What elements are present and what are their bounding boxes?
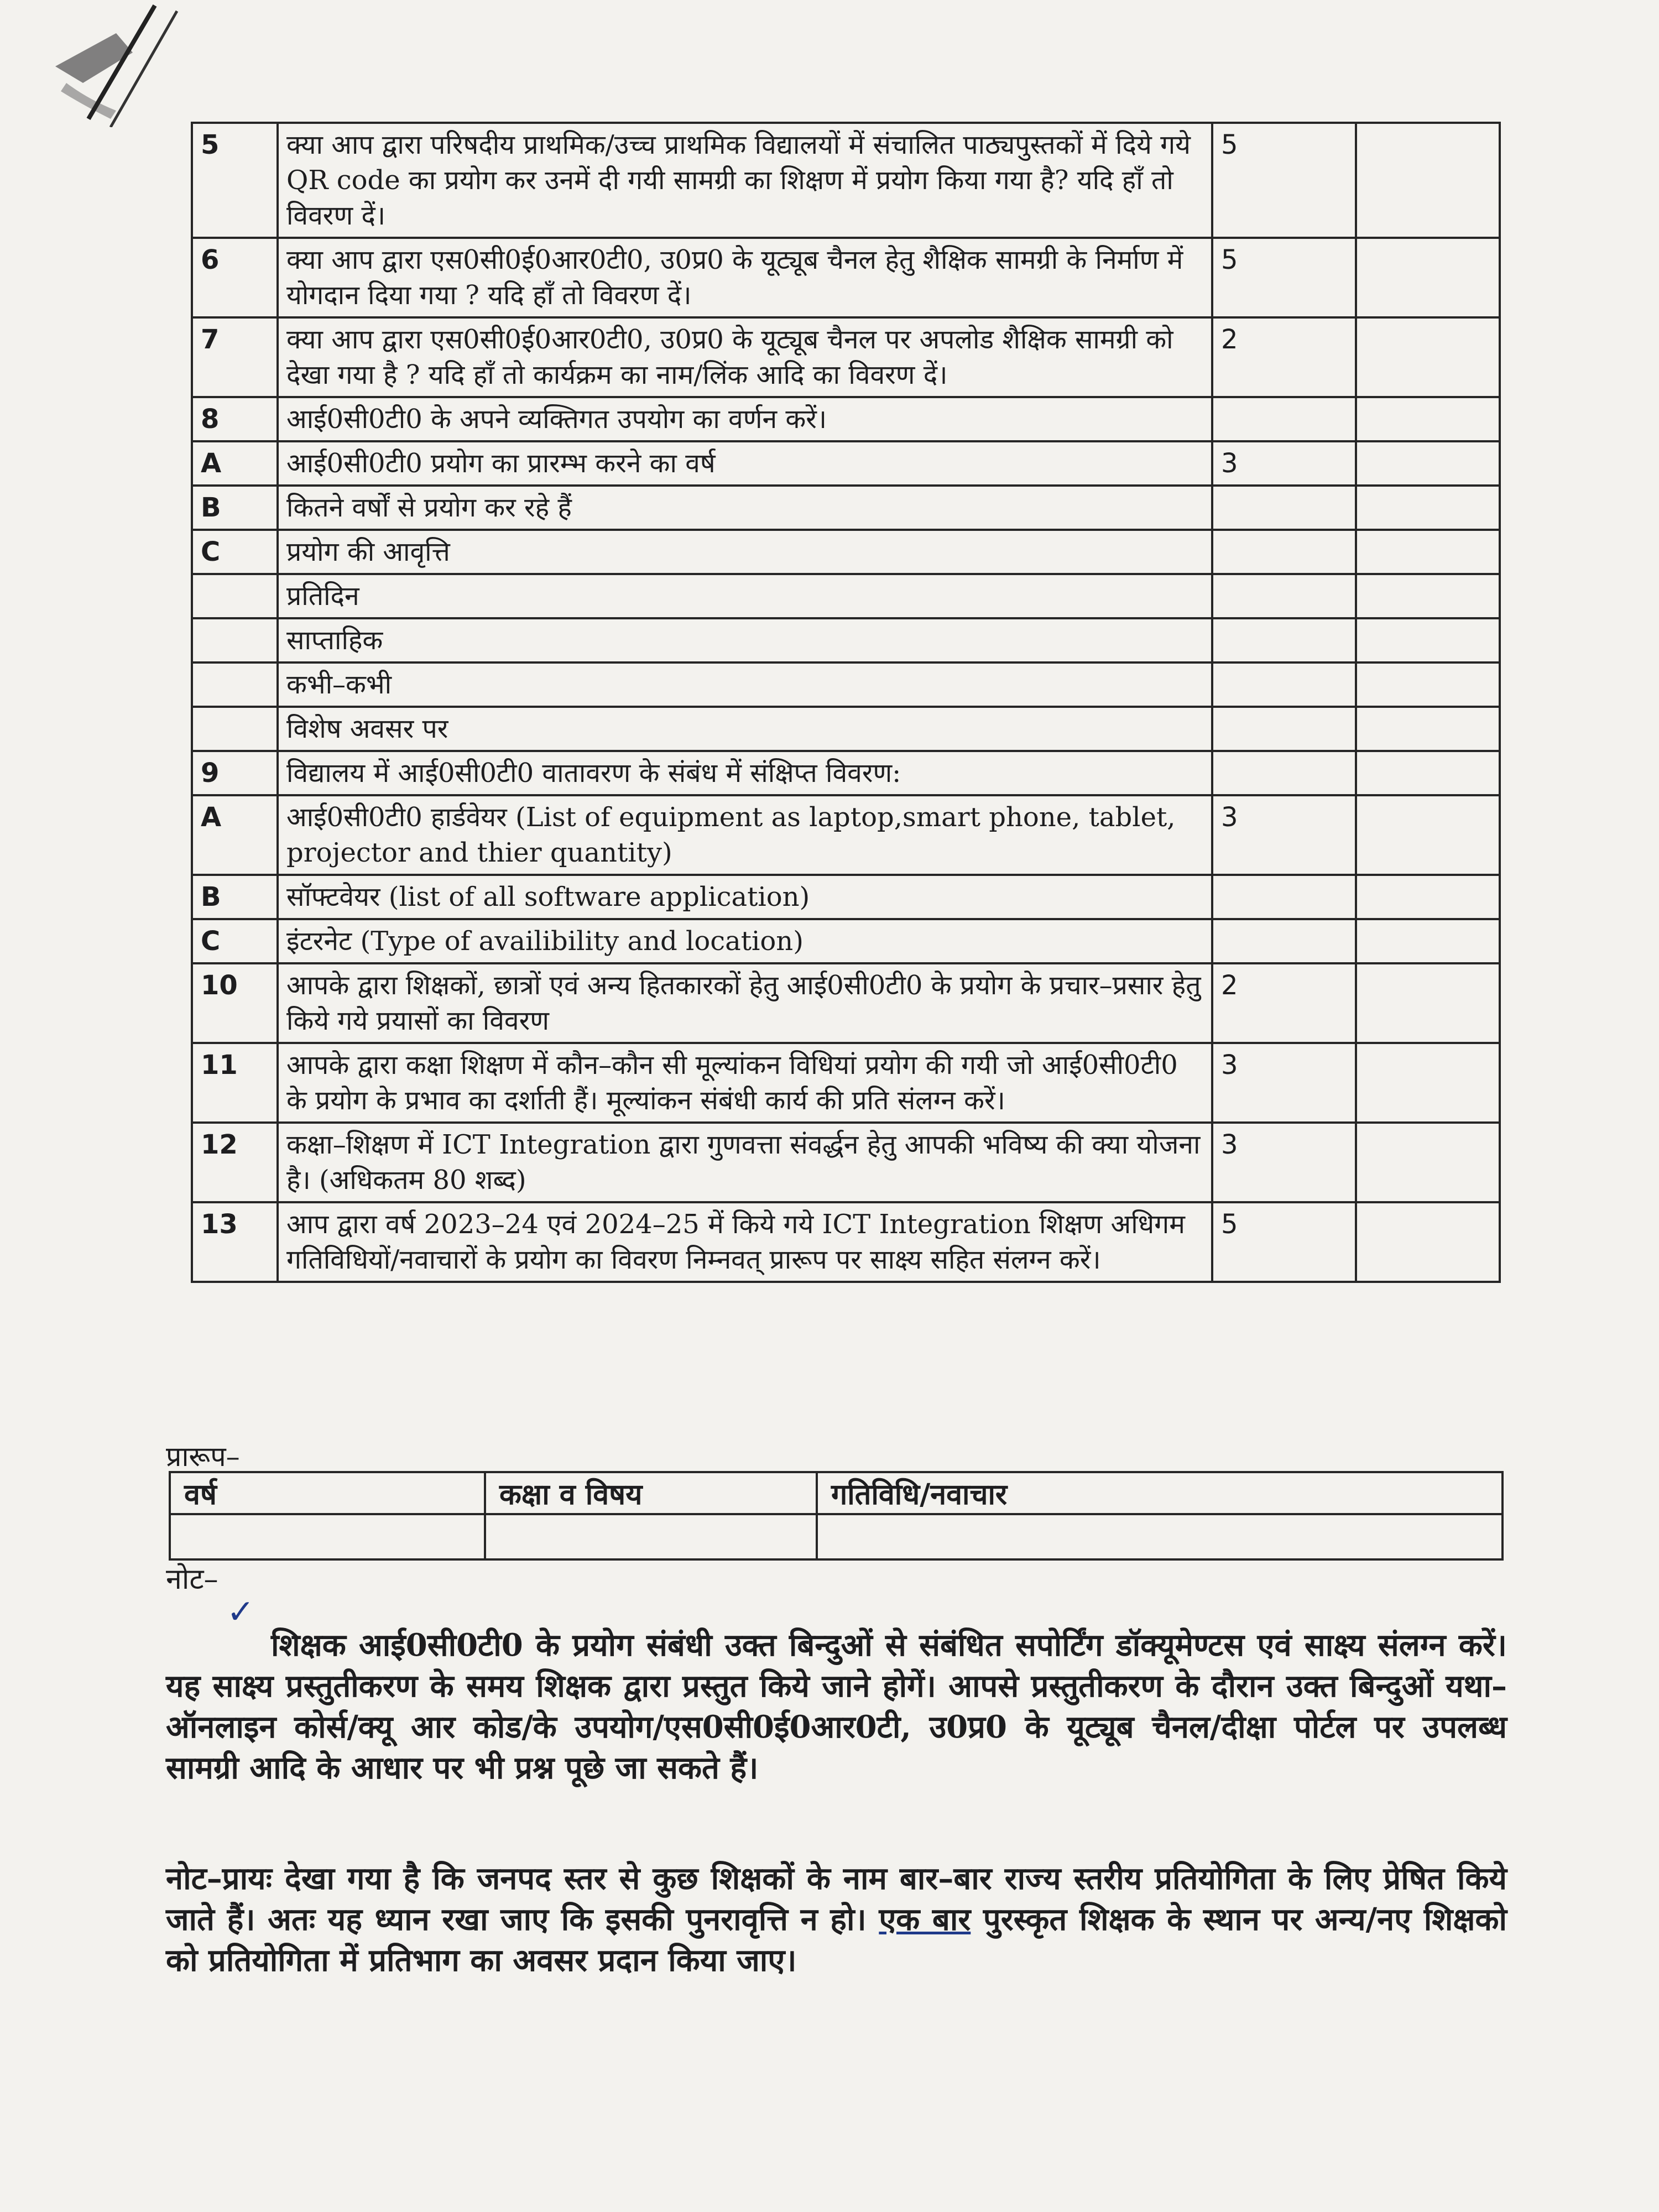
row-number: C <box>192 919 278 963</box>
format-cell <box>817 1514 1503 1559</box>
format-cell <box>170 1514 485 1559</box>
table-row <box>192 486 1500 530</box>
row-score-cell <box>1356 1123 1500 1202</box>
row-score-cell <box>1356 662 1500 707</box>
row-question: आई0सी0टी0 हार्डवेयर (List of equipment as laptop,smart phone, tablet, projector and thier quantity) <box>278 795 1212 875</box>
row-score-cell <box>1356 317 1500 397</box>
table-row <box>192 238 1500 317</box>
row-score-cell <box>1356 963 1500 1043</box>
row-score-cell <box>1356 875 1500 919</box>
row-number: 6 <box>192 238 278 317</box>
row-score-cell <box>1356 751 1500 795</box>
format-header-year: वर्ष <box>170 1472 485 1514</box>
row-question: कक्षा–शिक्षण में ICT Integration द्वारा गुणवत्ता संवर्द्धन हेतु आपकी भविष्य की क्या योजना है। (अधिकतम 80 शब्द) <box>278 1123 1212 1202</box>
row-number: A <box>192 441 278 486</box>
row-marks <box>1212 919 1356 963</box>
format-header-activity: गतिविधि/नवाचार <box>817 1472 1503 1514</box>
row-marks: 3 <box>1212 1043 1356 1123</box>
row-score-cell <box>1356 123 1500 238</box>
format-label: प्रारूप– <box>166 1441 240 1473</box>
corner-staple-mark <box>50 0 182 127</box>
row-marks <box>1212 486 1356 530</box>
row-score-cell <box>1356 238 1500 317</box>
row-marks: 2 <box>1212 963 1356 1043</box>
row-number: A <box>192 795 278 875</box>
row-score-cell <box>1356 795 1500 875</box>
row-marks: 2 <box>1212 317 1356 397</box>
row-number: 11 <box>192 1043 278 1123</box>
row-score-cell <box>1356 574 1500 618</box>
table-row <box>192 618 1500 662</box>
row-number <box>192 574 278 618</box>
row-marks: 5 <box>1212 238 1356 317</box>
row-question: प्रयोग की आवृत्ति <box>278 530 1212 574</box>
format-cell <box>485 1514 817 1559</box>
row-marks: 3 <box>1212 795 1356 875</box>
row-question: आई0सी0टी0 प्रयोग का प्रारम्भ करने का वर्ष <box>278 441 1212 486</box>
row-score-cell <box>1356 919 1500 963</box>
table-row <box>192 963 1500 1043</box>
row-marks <box>1212 618 1356 662</box>
row-number: 7 <box>192 317 278 397</box>
note-underlined-text: एक बार <box>879 1901 971 1938</box>
row-marks: 5 <box>1212 1202 1356 1282</box>
row-number: 8 <box>192 397 278 441</box>
row-marks <box>1212 574 1356 618</box>
row-number <box>192 707 278 751</box>
row-question: क्या आप द्वारा एस0सी0ई0आर0टी0, उ0प्र0 के यूट्यूब चैनल हेतु शैक्षिक सामग्री के निर्माण में योगदान दिया गया ? यदि हाँ तो विवरण दें। <box>278 238 1212 317</box>
format-table <box>169 1471 1504 1561</box>
table-row <box>192 441 1500 486</box>
row-number: C <box>192 530 278 574</box>
row-question: विद्यालय में आई0सी0टी0 वातावरण के संबंध में संक्षिप्त विवरण: <box>278 751 1212 795</box>
table-row <box>192 123 1500 238</box>
table-row <box>192 1202 1500 1282</box>
table-row <box>192 707 1500 751</box>
note-paragraph-2-rest: पुरस्कृत शिक्षक के स्थान पर अन्य/नए शिक्षको को प्रतियोगिता में प्रतिभाग का अवसर प्रदान किया जाए। <box>166 1901 1507 1979</box>
row-number: 13 <box>192 1202 278 1282</box>
row-marks <box>1212 875 1356 919</box>
row-marks <box>1212 662 1356 707</box>
table-row <box>192 317 1500 397</box>
table-row <box>192 530 1500 574</box>
row-score-cell <box>1356 530 1500 574</box>
row-question: क्या आप द्वारा परिषदीय प्राथमिक/उच्च प्राथमिक विद्यालयों में संचालित पाठ्यपुस्तकों में दिये गये QR code का प्रयोग कर उनमें दी गयी सामग्री का शिक्षण में प्रयोग किया गया है? यदि हाँ तो विवरण दें। <box>278 123 1212 238</box>
row-number: B <box>192 486 278 530</box>
row-number: B <box>192 875 278 919</box>
row-score-cell <box>1356 441 1500 486</box>
row-number: 9 <box>192 751 278 795</box>
row-score-cell <box>1356 1043 1500 1123</box>
note-paragraph-2 <box>166 1858 1507 1981</box>
row-question: सॉफ्टवेयर (list of all software application) <box>278 875 1212 919</box>
format-empty-row <box>170 1514 1503 1559</box>
row-question: आई0सी0टी0 के अपने व्यक्तिगत उपयोग का वर्णन करें। <box>278 397 1212 441</box>
row-number: 10 <box>192 963 278 1043</box>
note-paragraph-2-main: नोट–प्रायः देखा गया है कि जनपद स्तर से कुछ शिक्षकों के नाम बार–बार राज्य स्तरीय प्रतियोगिता के लिए प्रेषित किये जाते हैं। अतः यह ध्यान रखा जाए कि इसकी पुनरावृत्ति न हो। <box>166 1860 1507 1938</box>
table-row <box>192 574 1500 618</box>
table-row <box>192 397 1500 441</box>
table-row <box>192 1123 1500 1202</box>
row-marks <box>1212 530 1356 574</box>
row-question: आप द्वारा वर्ष 2023–24 एवं 2024–25 में किये गये ICT Integration शिक्षण अधिगम गतिविधियों/नवाचारों के प्रयोग का विवरण निम्नवत् प्रारूप पर साक्ष्य सहित संलग्न करें। <box>278 1202 1212 1282</box>
row-marks <box>1212 751 1356 795</box>
table-row <box>192 751 1500 795</box>
format-header-row <box>170 1472 1503 1514</box>
row-question: विशेष अवसर पर <box>278 707 1212 751</box>
row-question: कितने वर्षों से प्रयोग कर रहे हैं <box>278 486 1212 530</box>
row-question: साप्ताहिक <box>278 618 1212 662</box>
row-number: 5 <box>192 123 278 238</box>
table-row <box>192 795 1500 875</box>
table-row <box>192 919 1500 963</box>
row-score-cell <box>1356 486 1500 530</box>
row-marks: 3 <box>1212 441 1356 486</box>
row-number <box>192 618 278 662</box>
table-row <box>192 1043 1500 1123</box>
row-question: आपके द्वारा शिक्षकों, छात्रों एवं अन्य हितकारकों हेतु आई0सी0टी0 के प्रयोग के प्रचार–प्रसार हेतु किये गये प्रयासों का विवरण <box>278 963 1212 1043</box>
table-row <box>192 875 1500 919</box>
row-score-cell <box>1356 1202 1500 1282</box>
row-question: प्रतिदिन <box>278 574 1212 618</box>
row-score-cell <box>1356 397 1500 441</box>
format-header-class-subject: कक्षा व विषय <box>485 1472 817 1514</box>
row-score-cell <box>1356 707 1500 751</box>
questions-table <box>191 122 1501 1283</box>
row-question: क्या आप द्वारा एस0सी0ई0आर0टी0, उ0प्र0 के यूट्यूब चैनल पर अपलोड शैक्षिक सामग्री को देखा गया है ? यदि हाँ तो कार्यक्रम का नाम/लिंक आदि का विवरण दें। <box>278 317 1212 397</box>
row-score-cell <box>1356 618 1500 662</box>
row-marks: 5 <box>1212 123 1356 238</box>
checkmark-icon: ✓ <box>227 1593 255 1631</box>
table-row <box>192 662 1500 707</box>
row-marks <box>1212 397 1356 441</box>
note-label: नोट– <box>166 1563 218 1596</box>
row-question: इंटरनेट (Type of availibility and location) <box>278 919 1212 963</box>
row-number <box>192 662 278 707</box>
row-marks <box>1212 707 1356 751</box>
row-number: 12 <box>192 1123 278 1202</box>
row-question: आपके द्वारा कक्षा शिक्षण में कौन–कौन सी मूल्यांकन विधियां प्रयोग की गयी जो आई0सी0टी0 के प्रयोग के प्रभाव का दर्शाती हैं। मूल्यांकन संबंधी कार्य की प्रति संलग्न करें। <box>278 1043 1212 1123</box>
row-marks: 3 <box>1212 1123 1356 1202</box>
note-paragraph-1: शिक्षक आई0सी0टी0 के प्रयोग संबंधी उक्त बिन्दुओं से संबंधित सपोर्टिंग डॉक्यूमेण्टस एवं साक्ष्य संलग्न करें। यह साक्ष्य प्रस्तुतीकरण के समय शिक्षक द्वारा प्रस्तुत किये जाने होगें। आपसे प्रस्तुतीकरण के दौरान उक्त बिन्दुओं यथा–ऑनलाइन कोर्स/क्यू आर कोड/के उपयोग/एस0सी0ई0आर0टी, उ0प्र0 के यूट्यूब चैनल/दीक्षा पोर्टल पर उपलब्ध सामग्री आदि के आधार पर भी प्रश्न पूछे जा सकते हैं। <box>166 1627 1507 1786</box>
row-question: कभी–कभी <box>278 662 1212 707</box>
